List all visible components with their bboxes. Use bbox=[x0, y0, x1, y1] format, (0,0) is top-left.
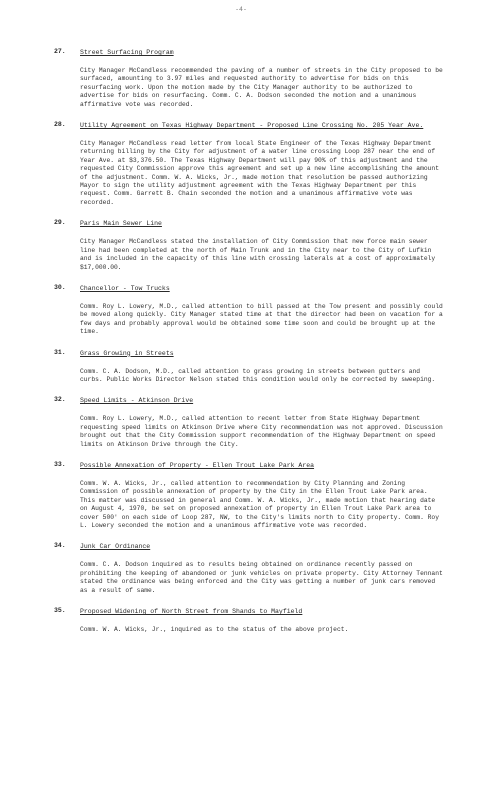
minutes-item bbox=[36, 48, 446, 109]
item-title: Street Surfacing Program bbox=[80, 49, 174, 56]
minutes-item bbox=[36, 396, 446, 449]
item-number: 28. bbox=[54, 121, 66, 129]
minutes-item bbox=[36, 284, 446, 337]
minutes-item bbox=[36, 461, 446, 530]
item-number: 32. bbox=[54, 396, 66, 404]
item-body: Comm. C. A. Dodson inquired as to results being obtained on ordinance recently passed on prohibiting the keeping of abandoned or junk vehicles on private property. City Attorney Tennant stated the ordinance was being enforced and the City was getting a number of junk cars removed as a result of same. bbox=[80, 561, 443, 594]
item-title: Possible Annexation of Property - Ellen Trout Lake Park Area bbox=[80, 461, 315, 469]
minutes-item bbox=[36, 219, 446, 272]
item-body: Comm. W. A. Wicks, Jr., inquired as to the status of the above project. bbox=[80, 626, 349, 634]
item-body: Comm. Roy L. Lowery, M.D., called attention to bill passed at the Tow present and possibly could be moved along quickly. City Manager stated time at that the director had been on vacation for a few days and probably approval would be obtained some time soon and could be brought up at the time. bbox=[80, 302, 443, 336]
item-number: 27. bbox=[54, 48, 66, 55]
minutes-item bbox=[36, 121, 446, 207]
item-number: 30. bbox=[54, 283, 66, 291]
minutes-item bbox=[36, 607, 446, 634]
item-number: 33. bbox=[54, 460, 66, 468]
item-body: Comm. Roy L. Lowery, M.D., called attention to recent letter from State Highway Department requesting speed limits on Atkinson Drive where City recommendation was not approved. Discussion brought out that the City Commission support recommendation of the Highway Department on speed limits on Atkinson Drive through the City. bbox=[80, 415, 443, 448]
item-number: 35. bbox=[54, 607, 66, 615]
item-title: Utility Agreement on Texas Highway Department - Proposed Line Crossing No. 205 Year Ave. bbox=[80, 122, 424, 130]
item-number: 31. bbox=[54, 348, 66, 356]
item-title: Grass Growing in Streets bbox=[80, 349, 174, 357]
item-number: 34. bbox=[54, 542, 66, 550]
item-title: Paris Main Sewer Line bbox=[80, 220, 162, 228]
item-body: Comm. C. A. Dodson, M.D., called attention to grass growing in streets between gutters and curbs. Public Works Director Nelson stated this condition would only be corrected by sweeping. bbox=[80, 367, 436, 383]
item-title: Junk Car Ordinance bbox=[80, 543, 151, 551]
item-body: Comm. W. A. Wicks, Jr., called attention to recommendation by City Planning and Zoning Commission of possible annexation of property by the City in the Ellen Trout Lake Park area. This matter was discussed in general and Comm. W. A. Wicks, Jr., made motion that hearing date on August 4, 1970, be set on proposed annexation of property in Ellen Trout Lake Park area to cover 500' on each side of Loop 287, NW, to the City's limits north to City property. Comm. Roy L. Lowery seconded the motion and a unanimous affirmative vote was recorded. bbox=[80, 479, 439, 529]
page-number: -4- bbox=[235, 6, 247, 13]
minutes-items bbox=[36, 48, 446, 634]
item-number: 29. bbox=[54, 219, 66, 227]
minutes-item bbox=[36, 349, 446, 385]
item-body: City Manager McCandless recommended the paving of a number of streets in the City proposed to be surfaced, amounting to 3.97 miles and requested authority to advertise for bids on this resurfacing work. Upon the motion made by the City Manager authority to be authorized to advertise for bids on resurfacing. Comm. C. A. Dodson seconded the motion and a unanimous affirmative vote was recorded. bbox=[80, 67, 443, 108]
item-title: Chancellor - Tow Trucks bbox=[80, 284, 170, 292]
item-title: Proposed Widening of North Street from Shands to Mayfield bbox=[80, 608, 303, 616]
minutes-item bbox=[36, 542, 446, 595]
item-body: City Manager McCandless read letter from local State Engineer of the Texas Highway Department returning billing by the City for adjustment of a water line crossing Loop 287 near the end of Year Ave. at $3,376.50. The Texas Highway Department will pay 90% of this adjustment and the requested City Commission approve this agreement and set up a new line accomplishing the amount of the adjustment. Comm. W. A. Wicks, Jr., made motion that resolution be passed authorizing Mayor to sign the utility adjustment agreement with the Texas Highway Department per this request. Comm. Garrett B. Chain seconded the motion and a unanimous affirmative vote was recorded. bbox=[80, 140, 439, 206]
item-title: Speed Limits - Atkinson Drive bbox=[80, 397, 194, 405]
item-body: City Manager McCandless stated the installation of City Commission that new force main sewer line had been completed at the north of Main Trunk and in the City near to the City of Lufkin and is included in the capacity of this line with crossing laterals at a cost of approximately $17,000.00. bbox=[80, 238, 436, 271]
